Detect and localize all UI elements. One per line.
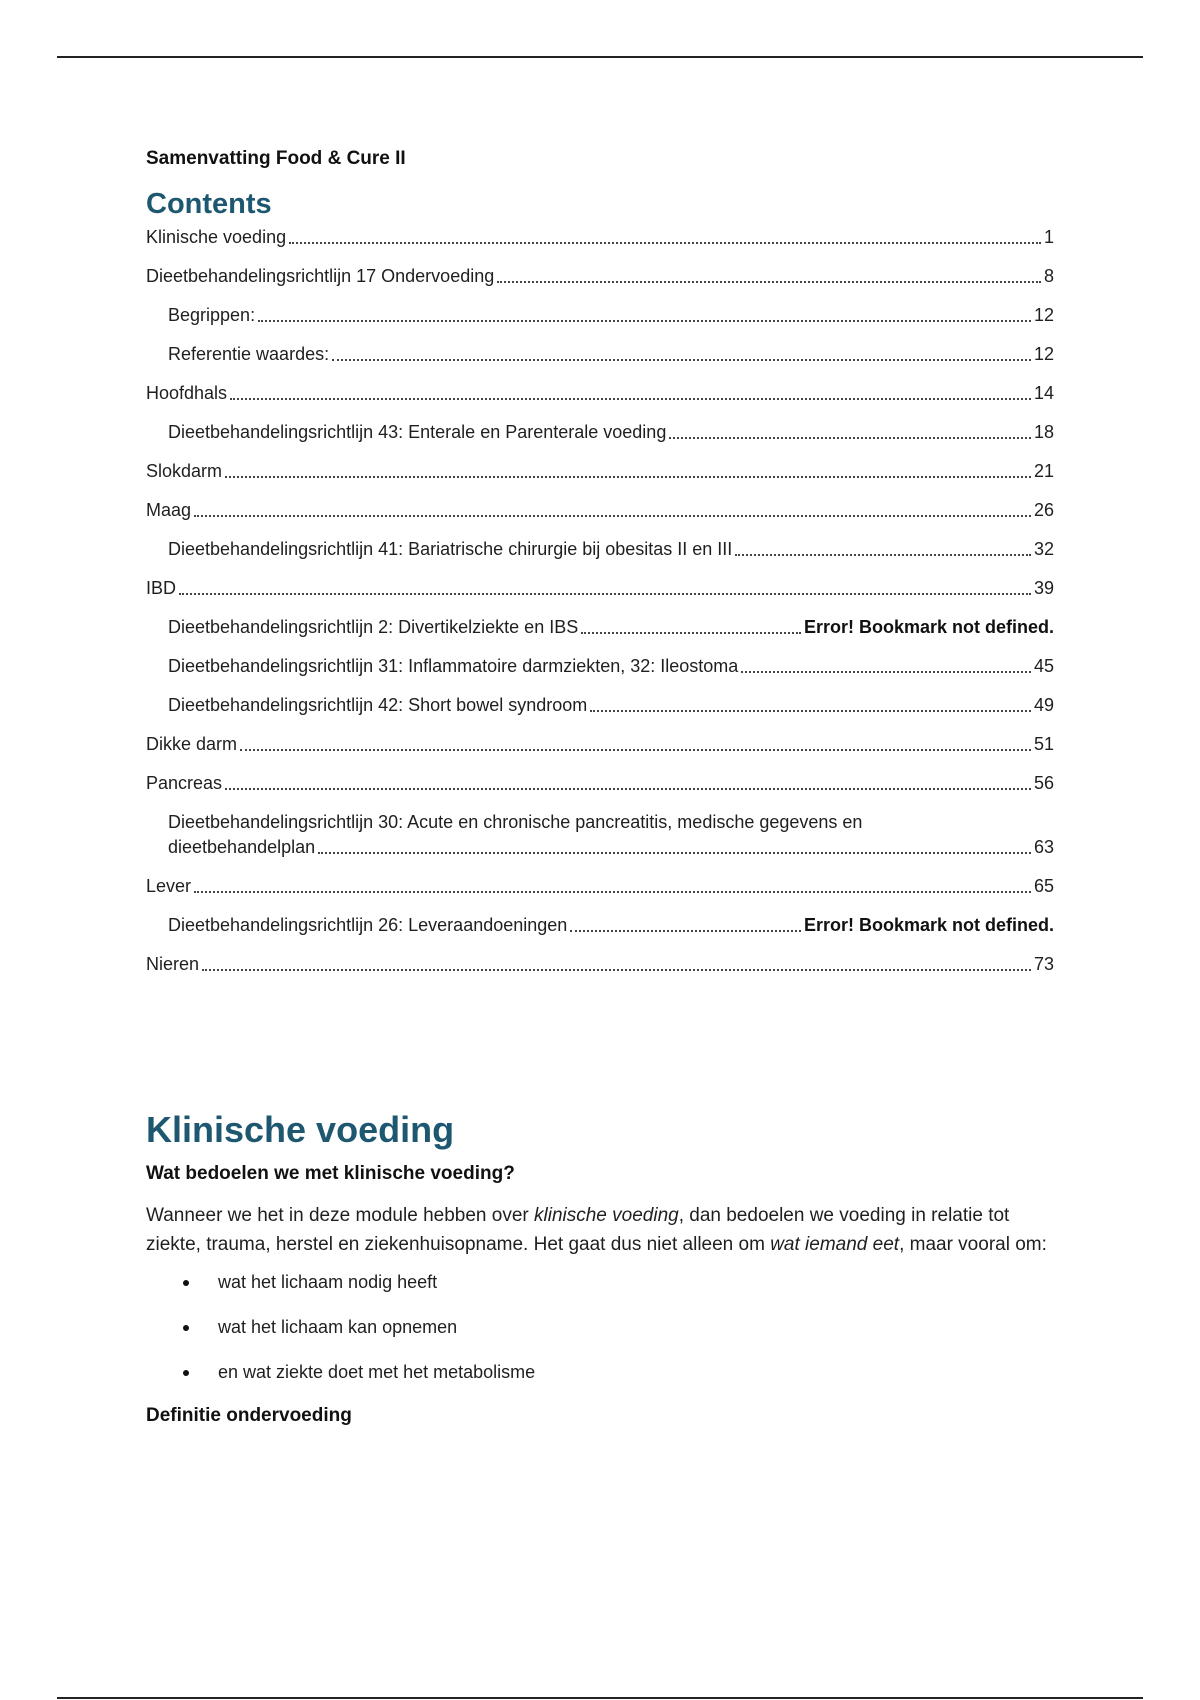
toc-leader-dots — [258, 320, 1031, 322]
paragraph-text: , maar vooral om: — [899, 1234, 1047, 1255]
paragraph-italic: wat iemand eet — [770, 1234, 900, 1255]
paragraph-italic: klinische voeding — [534, 1205, 679, 1226]
section-subheading: Wat bedoelen we met klinische voeding? — [146, 1163, 515, 1184]
toc-entry-label: Nieren — [146, 954, 200, 974]
toc-leader-dots — [225, 788, 1031, 790]
toc-entry-label: Hoofdhals — [146, 383, 228, 403]
toc-entry-divertikelziekte[interactable] — [146, 615, 1054, 654]
list-item — [146, 1270, 1054, 1295]
toc-leader-dots — [669, 437, 1031, 439]
toc-entry-slokdarm[interactable] — [146, 459, 1054, 498]
paragraph-text: , dan bedoelen we voeding in relatie tot ziekte, trauma, herstel en ziekenhuisopname. Het gaat dus niet alleen om — [146, 1205, 1010, 1255]
toc-entry-page: 1 — [1043, 227, 1054, 247]
toc-entry-page: 63 — [1033, 837, 1054, 857]
toc-entry-referentie-waardes[interactable] — [146, 342, 1054, 381]
toc-entry-leveraandoeningen[interactable] — [146, 913, 1054, 952]
section-heading: Klinische voeding — [146, 1109, 455, 1150]
list-item — [146, 1360, 1054, 1385]
toc-entry-label: Dieetbehandelingsrichtlijn 31: Inflammatoire darmziekten, 32: Ileostoma — [168, 656, 739, 676]
definition-subheading: Definitie ondervoeding — [146, 1405, 352, 1426]
bullet-icon — [183, 1370, 189, 1376]
toc-entry-label: Dieetbehandelingsrichtlijn 42: Short bowel syndroom — [168, 695, 588, 715]
toc-leader-dots — [332, 359, 1031, 361]
toc-leader-dots — [289, 242, 1041, 244]
toc-heading: Contents — [146, 188, 272, 220]
footer-rule — [57, 1697, 1143, 1699]
toc-entry-label: Maag — [146, 500, 192, 520]
toc-entry-label: Dikke darm — [146, 734, 238, 754]
document-page — [146, 146, 1054, 1429]
toc-entry-label: Dieetbehandelingsrichtlijn 26: Leveraandoeningen — [168, 915, 568, 935]
toc-entry-label: Lever — [146, 876, 192, 896]
toc-entry-page: 14 — [1033, 383, 1054, 403]
toc-leader-dots — [581, 632, 801, 634]
toc-entry-ondervoeding[interactable] — [146, 264, 1054, 303]
toc-entry-page: 39 — [1033, 578, 1054, 598]
toc-entry-page: 12 — [1033, 305, 1054, 325]
toc-entry-enterale-parenterale[interactable] — [146, 420, 1054, 459]
toc-entry-page: 65 — [1033, 876, 1054, 896]
header-rule — [57, 56, 1143, 58]
toc-leader-dots — [194, 891, 1031, 893]
paragraph-text: Wanneer we het in deze module hebben over — [146, 1205, 534, 1226]
toc-leader-dots — [194, 515, 1031, 517]
toc-bookmark-error: Error! Bookmark not defined. — [803, 915, 1054, 935]
toc-entry-page: 21 — [1033, 461, 1054, 481]
toc-entry-lever[interactable] — [146, 874, 1054, 913]
toc-entry-page: 51 — [1033, 734, 1054, 754]
toc-entry-ibd[interactable] — [146, 576, 1054, 615]
toc-entry-page: 8 — [1043, 266, 1054, 286]
toc-entry-label: Dieetbehandelingsrichtlijn 43: Enterale en Parenterale voeding — [168, 422, 667, 442]
toc-entry-short-bowel[interactable] — [146, 693, 1054, 732]
toc-entry-page: 18 — [1033, 422, 1054, 442]
toc-entry-page: 49 — [1033, 695, 1054, 715]
toc-entry-inflammatoire-darmziekten[interactable] — [146, 654, 1054, 693]
toc-entry-pancreatitis[interactable] — [146, 810, 1054, 874]
toc-leader-dots — [240, 749, 1031, 751]
toc-entry-maag[interactable] — [146, 498, 1054, 537]
toc-entry-page: 32 — [1033, 539, 1054, 559]
toc-entry-label-line1: Dieetbehandelingsrichtlijn 30: Acute en chronische pancreatitis, medische gegevens en — [168, 812, 863, 832]
toc-leader-dots — [230, 398, 1031, 400]
toc-entry-hoofdhals[interactable] — [146, 381, 1054, 420]
table-of-contents — [146, 225, 1054, 991]
toc-entry-pancreas[interactable] — [146, 771, 1054, 810]
toc-entry-label: Dieetbehandelingsrichtlijn 17 Ondervoeding — [146, 266, 495, 286]
toc-entry-begrippen[interactable] — [146, 303, 1054, 342]
toc-leader-dots — [225, 476, 1031, 478]
document-title: Samenvatting Food & Cure II — [146, 148, 406, 169]
toc-entry-nieren[interactable] — [146, 952, 1054, 991]
toc-entry-label: Dieetbehandelingsrichtlijn 2: Divertikelziekte en IBS — [168, 617, 579, 637]
intro-paragraph — [146, 1201, 1054, 1259]
toc-entry-page: 12 — [1033, 344, 1054, 364]
list-item-text: wat het lichaam kan opnemen — [218, 1317, 458, 1337]
toc-leader-dots — [318, 852, 1031, 854]
toc-entry-page: 26 — [1033, 500, 1054, 520]
toc-leader-dots — [741, 671, 1031, 673]
toc-entry-label-line2: dieetbehandelplan — [168, 837, 316, 857]
toc-leader-dots — [735, 554, 1031, 556]
toc-entry-label: Klinische voeding — [146, 227, 287, 247]
list-item-text: en wat ziekte doet met het metabolisme — [218, 1362, 536, 1382]
list-item-text: wat het lichaam nodig heeft — [218, 1272, 438, 1292]
toc-leader-dots — [590, 710, 1031, 712]
list-item — [146, 1315, 1054, 1340]
toc-entry-label: Referentie waardes: — [168, 344, 330, 364]
toc-leader-dots — [179, 593, 1031, 595]
toc-entry-page: 56 — [1033, 773, 1054, 793]
toc-entry-page: 45 — [1033, 656, 1054, 676]
toc-leader-dots — [497, 281, 1041, 283]
toc-entry-klinische-voeding[interactable] — [146, 225, 1054, 264]
toc-entry-label: Dieetbehandelingsrichtlijn 41: Bariatrische chirurgie bij obesitas II en III — [168, 539, 733, 559]
toc-entry-page: 73 — [1033, 954, 1054, 974]
toc-leader-dots — [570, 930, 801, 932]
bullet-icon — [183, 1280, 189, 1286]
toc-entry-bariatrische-chirurgie[interactable] — [146, 537, 1054, 576]
bullet-icon — [183, 1325, 189, 1331]
toc-entry-label: Slokdarm — [146, 461, 223, 481]
toc-leader-dots — [202, 969, 1031, 971]
toc-bookmark-error: Error! Bookmark not defined. — [803, 617, 1054, 637]
toc-entry-label: IBD — [146, 578, 177, 598]
toc-entry-label: Pancreas — [146, 773, 223, 793]
bullet-list — [146, 1270, 1054, 1385]
toc-entry-label: Begrippen: — [168, 305, 256, 325]
toc-entry-dikke-darm[interactable] — [146, 732, 1054, 771]
